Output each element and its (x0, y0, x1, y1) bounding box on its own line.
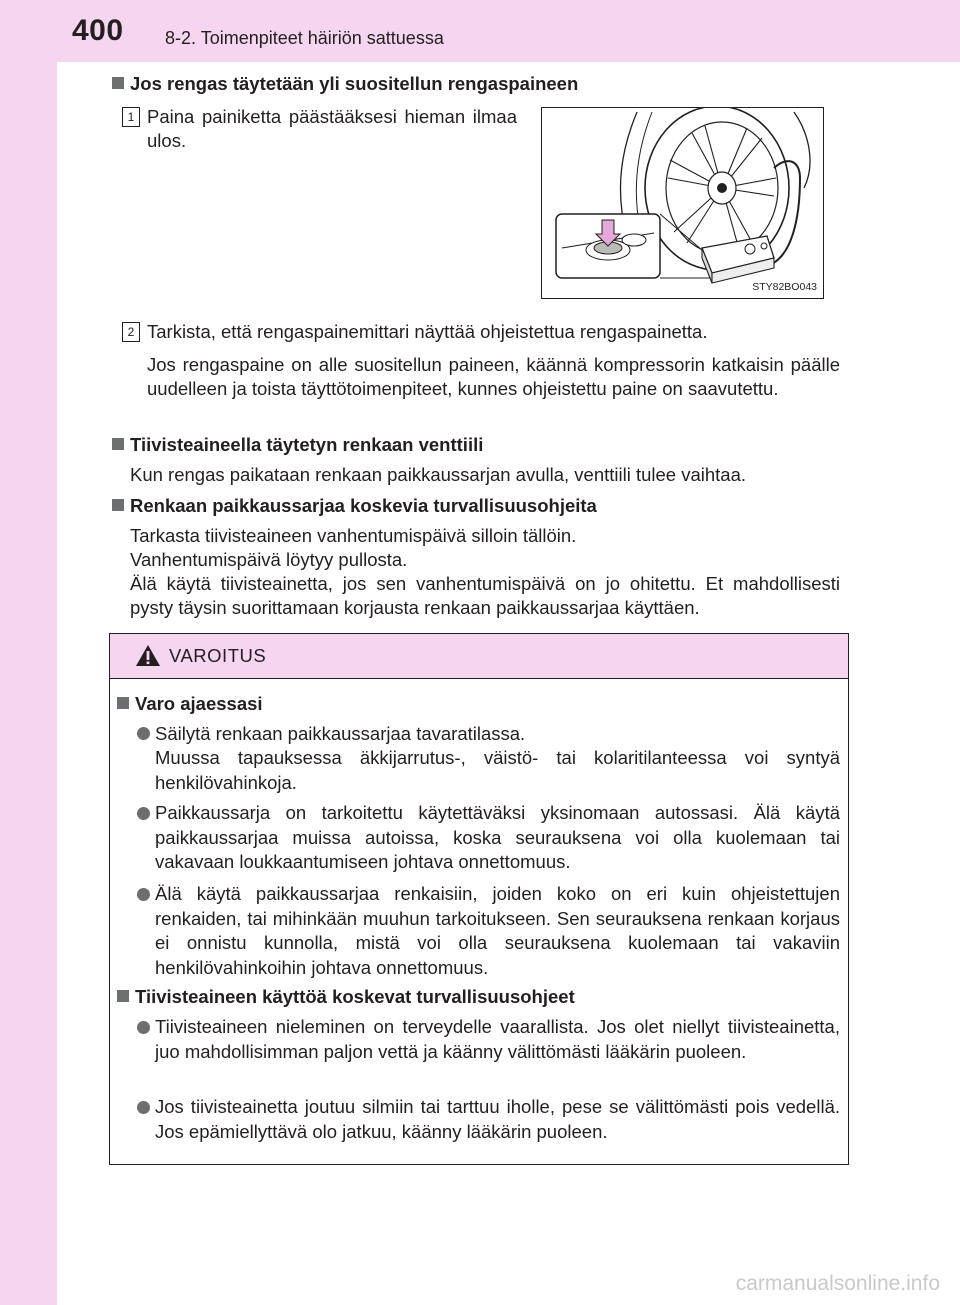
wheel-compressor-drawing (542, 108, 823, 298)
safety-line-2: Vanhentumispäivä löytyy pullosta. (130, 549, 408, 570)
valve-text: Kun rengas paikataan renkaan paikkaussarjan avulla, venttiili tulee vaihtaa. (130, 464, 747, 485)
bullet-dot-icon (137, 727, 150, 740)
warning-box (109, 633, 849, 1165)
step-number-2: 2 (122, 322, 140, 342)
compressor-illustration (541, 107, 824, 299)
warning-item-own-car: Paikkaussarja on tarkoitettu käytettäväksi yksinomaan autossasi. Älä käytä paikkaussarjaa muissa autoissa, koska seurauksena voi olla kuolemaan tai vakavaan loukkaantumiseen johtava onnettomuus. (155, 802, 840, 872)
square-bullet-icon (117, 697, 129, 709)
warning-heading-text: Tiivisteaineen käyttöä koskevat turvallisuusohjeet (135, 986, 575, 1007)
bullet-dot-icon (137, 807, 150, 820)
section-heading-valve (112, 434, 483, 456)
step-1-text: Paina painiketta päästääksesi hieman ilmaa ulos. (147, 106, 517, 151)
warning-item-tyre-size: Älä käytä paikkaussarjaa renkaisiin, joiden koko on eri kuin ohjeistettujen renkaiden, tai mihinkään muuhun tarkoitukseen. Sen seurauksena renkaan korjaus ei onnistu kunnolla, mistä voi olla seurauksena kuolemaan tai vakaviin henkilövahinkoihin johtava onnettomuus. (155, 883, 840, 978)
section-heading-text: Renkaan paikkaussarjaa koskevia turvallisuusohjeita (130, 495, 597, 516)
step-2-note: Jos rengaspaine on alle suositellun paineen, käännä kompressorin katkaisin päälle uudelleen ja toista täyttötoimenpiteet, kunnes ohjeistettu paine on saavutettu. (147, 354, 840, 399)
warning-item-storage-2: Muussa tapauksessa äkkijarrutus-, väistö- tai kolaritilanteessa voi syntyä henkilövahinkoja. (155, 747, 840, 793)
step-number-1: 1 (122, 107, 140, 127)
watermark: carmanualsonline.info (735, 1272, 940, 1295)
chapter-sidebar (0, 0, 57, 1305)
section-heading-text: Jos rengas täytetään yli suositellun rengaspaineen (130, 73, 579, 94)
square-bullet-icon (112, 438, 124, 450)
safety-line-1: Tarkasta tiivisteaineen vanhentumispäivä silloin tällöin. (130, 525, 577, 546)
warning-triangle-icon (135, 644, 161, 667)
step-2-text: Tarkista, että rengaspainemittari näyttää ohjeistettua rengaspainetta. (147, 321, 708, 342)
section-heading-overinflation (112, 73, 578, 95)
safety-line-3: Älä käytä tiivisteainetta, jos sen vanhentumispäivä on jo ohitettu. Et mahdollisesti pysty täysin suorittamaan korjausta renkaan paikkaussarjaa käyttäen. (130, 573, 840, 618)
section-heading-text: Tiivisteaineella täytetyn renkaan venttiili (130, 434, 484, 455)
square-bullet-icon (117, 990, 129, 1002)
section-heading-safety (112, 495, 597, 517)
warning-heading-sealant (117, 986, 575, 1008)
chapter-title: 8-2. Toimenpiteet häiriön sattuessa (165, 28, 444, 48)
bullet-dot-icon (137, 1101, 150, 1114)
warning-item-skin-eyes: Jos tiivisteainetta joutuu silmiin tai tarttuu iholle, pese se välittömästi pois vedellä. Jos epämiellyttävä olo jatkuu, käänny lääkärin puoleen. (155, 1096, 840, 1142)
warning-item-swallow: Tiivisteaineen nieleminen on terveydelle vaarallista. Jos olet niellyt tiivisteainetta, juo mahdollisimman paljon vettä ja käänny välittömästi lääkärin puoleen. (155, 1016, 840, 1062)
warning-title: VAROITUS (169, 645, 267, 666)
warning-heading-driving (117, 693, 263, 715)
square-bullet-icon (112, 77, 124, 89)
bullet-dot-icon (137, 888, 150, 901)
warning-header (110, 634, 848, 679)
bullet-dot-icon (137, 1021, 150, 1034)
figure-code: STY82BO043 (752, 281, 817, 293)
square-bullet-icon (112, 499, 124, 511)
page-number: 400 (72, 14, 124, 47)
warning-item-storage-1: Säilytä renkaan paikkaussarjaa tavaratilassa. (155, 723, 526, 744)
warning-heading-text: Varo ajaessasi (135, 693, 263, 714)
